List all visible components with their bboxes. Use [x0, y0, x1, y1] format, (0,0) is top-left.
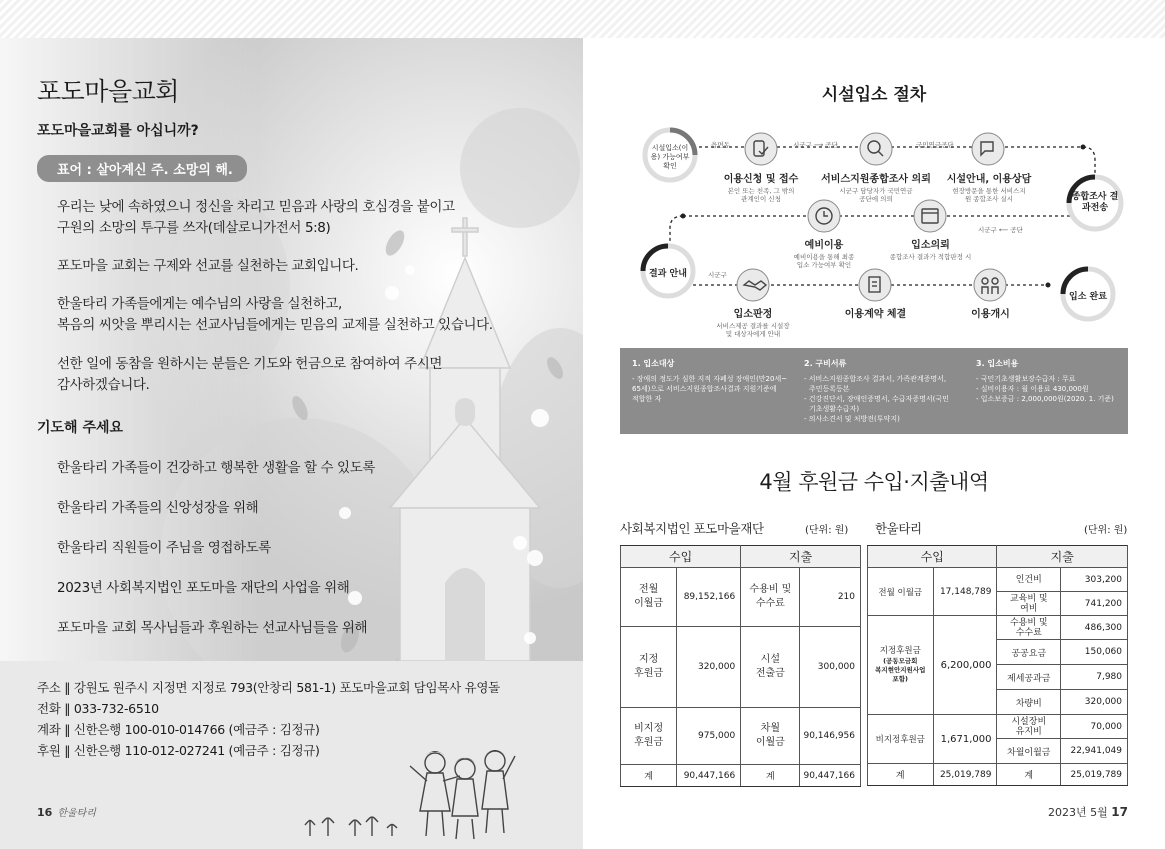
table-row: 전월 이월금 89,152,166 수용비 및 수수료 210	[621, 568, 861, 627]
requirement-documents: 2. 구비서류 - 서비스지원종합조사 결과서, 가족관계증명서, 주민등록등본 - 건강진단서, 장애인증명서, 수급자증명서(국민 기초생활수급자) - 의사소견서 및 처방전(투약지)	[804, 359, 949, 423]
handshake-icon	[737, 269, 769, 301]
org-name-foundation: 사회복지법인 포도마을재단	[620, 521, 764, 536]
arrow-label: 시군구 ⟵ 공단	[978, 226, 1023, 234]
requirement-cost: 3. 입소비용 - 국민기초생활보장수급자 : 무료 - 실비이용자 : 월 이용료 430,000원 - 입소보증금 : 2,000,000원(2020. 1. 기준)	[976, 359, 1114, 403]
paragraph-4: 선한 일에 동참을 원하시는 분들은 기도와 헌금으로 참여하여 주시면 감사하겠습니다.	[57, 356, 443, 393]
calendar-icon	[914, 200, 946, 232]
children-sprouts-drawing	[300, 721, 520, 846]
application-icon	[745, 133, 777, 165]
step-survey-request: 서비스지원종합조사 의뢰 시군구 담당자가 국민연금 공단에 의뢰	[821, 174, 931, 203]
table-row: 차월이월금 22,941,049	[868, 739, 1128, 764]
left-page	[0, 38, 583, 849]
table-total-row: 계 25,019,789 계 25,019,789	[868, 764, 1128, 786]
paragraph-3: 한울타리 가족들에게는 예수님의 사랑을 실천하고, 복음의 씨앗을 뿌리시는 선교사님들에게는 믿음의 교제를 실천하고 있습니다.	[57, 296, 493, 333]
step-application: 이용신청 및 접수 본인 또는 친족, 그 밖의 관계인이 신청	[723, 174, 799, 203]
arrow-label: 시군구	[708, 271, 727, 279]
table-row: 교육비 및 여비 741,200	[868, 592, 1128, 616]
prayer-item: 2023년 사회복지법인 포도마을 재단의 사업을 위해	[57, 580, 350, 596]
arrow-label: 국민연금공단	[916, 141, 954, 149]
table-row: 전월 이월금 17,148,789 인건비 303,200	[868, 568, 1128, 592]
top-pattern-strip	[0, 0, 1165, 38]
step-service-start: 이용개시	[971, 309, 1010, 320]
people-icon	[974, 269, 1006, 301]
finance-title: 4월 후원금 수입·지출내역	[759, 470, 989, 494]
prayer-item: 한울타리 가족들이 건강하고 행복한 생활을 할 수 있도록	[57, 460, 375, 476]
table-row: 공공요금 150,060	[868, 640, 1128, 665]
handwritten-logo: 한울타리	[57, 808, 96, 819]
phone-line: 전화 ‖ 033-732-6510	[37, 701, 159, 716]
table-row: 제세공과금 7,980	[868, 665, 1128, 690]
org-name-hanultari: 한울타리	[875, 521, 922, 536]
paragraph-1: 우리는 낮에 속하였으니 정신을 차리고 믿음과 사랑의 호심경을 붙이고 구원의 소망의 투구를 쓰자(데살로니가전서 5:8)	[57, 199, 455, 236]
hanultari-finance-table: 수입 지출 전월 이월금 17,148,789 인건비 303,200 교육비 및 여비 741,200 지정후원금 (공동모금회 복지현안지원사업 포함) 6,200,000 수용비 및 수수료 486,300 공공요금 150,060 제세공과금 7,980 차량비 320,000 비지정후원금 1,671,000 시설장비 유지비 70,000 차월이월금 22,941,049 계 25,019,789 계 25,019,789	[867, 545, 1128, 786]
contract-icon	[859, 269, 891, 301]
step-admission-request: 입소의뢰 종합조사 결과가 적합판정 시	[889, 240, 972, 261]
right-page	[583, 38, 1165, 849]
page-number-left: 16 한울타리	[37, 806, 96, 819]
unit-label: (단위: 원)	[1084, 525, 1128, 536]
step-start: 시설입소(이용) 가능여부 확인	[650, 144, 690, 170]
requirement-target: 1. 입소대상 - 장애의 정도가 심한 지적 자폐성 장애인(만20세~ 65세)으로 서비스지원종합조사결과 지원기준에 적합한 자	[632, 359, 788, 403]
address-line: 주소 ‖ 강원도 원주시 지정면 지정로 793(안창리 581-1) 포도마을교회 담임목사 유영돌	[37, 680, 500, 695]
prayer-item: 한울타리 직원들이 주님을 영접하도록	[57, 540, 271, 556]
step-admission-decision: 입소판정 서비스제공 결과를 시설장 및 대상자에게 안내	[716, 309, 790, 338]
process-title: 시설입소 절차	[821, 85, 927, 105]
foundation-finance-table: 수입 지출 전월 이월금 89,152,166 수용비 및 수수료 210 지정 후원금 320,000 시설 전출금 300,000 비지정 후원금 975,000 차월 이월금 90,146,956 계 90,447,166 계 90,447,166	[620, 545, 861, 787]
donation-line: 후원 ‖ 신한은행 110-012-027241 (예금주 : 김정규)	[37, 743, 320, 758]
contact-info-box	[0, 661, 583, 849]
section-subtitle: 포도마을교회를 아십니까?	[37, 123, 199, 139]
paragraph-2: 포도마을 교회는 구제와 선교를 실천하는 교회입니다.	[57, 258, 359, 274]
step-contract: 이용계약 체결	[844, 309, 907, 320]
step-trial-use: 예비이용 예비이용을 통해 최종 입소 가능여부 확인	[793, 240, 855, 269]
search-icon	[860, 133, 892, 165]
table-row: 차량비 320,000	[868, 690, 1128, 715]
table-row: 지정후원금 (공동모금회 복지현안지원사업 포함) 6,200,000 수용비 및 수수료 486,300	[868, 616, 1128, 640]
table-total-row: 계 90,447,166 계 90,447,166	[621, 765, 861, 787]
prayer-heading: 기도해 주세요	[37, 420, 124, 436]
step-admission-complete: 입소 완료	[1069, 292, 1107, 302]
arrow-label: 시군구 ⟶ 공단	[793, 141, 838, 149]
page-title: 포도마을교회	[37, 77, 179, 106]
arrow-label: 읍면동	[711, 141, 730, 149]
table-row: 지정 후원금 320,000 시설 전출금 300,000	[621, 627, 861, 708]
step-consultation: 시설안내, 이용상담 현장방문을 통한 서비스지 원 종합조사 실시	[946, 174, 1032, 203]
motto-badge: 표어 : 살아계신 주. 소망의 해.	[37, 155, 247, 182]
table-row: 비지정후원금 1,671,000 시설장비 유지비 70,000	[868, 715, 1128, 739]
page-number-right: 2023년 5월 17	[1048, 805, 1128, 819]
table-row: 비지정 후원금 975,000 차월 이월금 90,146,956	[621, 708, 861, 765]
requirements-box	[620, 348, 1128, 434]
prayer-item: 포도마을 교회 목사님들과 후원하는 선교사님들을 위해	[57, 620, 368, 636]
step-result-transfer: 종합조사 결과전송	[1071, 192, 1119, 213]
prayer-item: 한울타리 가족들의 신앙성장을 위해	[57, 500, 259, 516]
account-line: 계좌 ‖ 신한은행 100-010-014766 (예금주 : 김정규)	[37, 722, 320, 737]
step-result-notice: 결과 안내	[649, 269, 687, 279]
consult-icon	[972, 133, 1004, 165]
unit-label: (단위: 원)	[805, 525, 849, 536]
